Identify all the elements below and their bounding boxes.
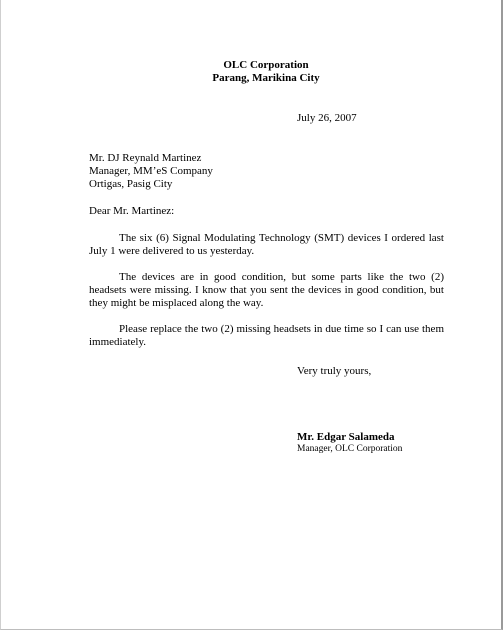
- complimentary-close: Very truly yours,: [297, 365, 372, 377]
- recipient-block: [89, 152, 213, 191]
- letter-date: July 26, 2007: [297, 112, 357, 124]
- recipient-name: Mr. DJ Reynald Martinez: [89, 152, 202, 164]
- letterhead: [1, 59, 503, 85]
- signatory-title: Manager, OLC Corporation: [297, 444, 403, 454]
- salutation: Dear Mr. Martinez:: [89, 205, 175, 217]
- signatory-name: Mr. Edgar Salameda: [297, 431, 395, 443]
- signature-block: [297, 431, 402, 455]
- company-address: Parang, Marikina City: [212, 72, 320, 84]
- body-paragraph: Please replace the two (2) missing headsets in due time so I can use them immediately.: [89, 323, 444, 348]
- body-paragraph: The six (6) Signal Modulating Technology (SMT) devices I ordered last July 1 were delivered to us yesterday.: [89, 232, 444, 257]
- recipient-address: Ortigas, Pasig City: [89, 178, 173, 190]
- letter-body: [89, 232, 444, 362]
- body-paragraph: The devices are in good condition, but some parts like the two (2) headsets were missing. I know that you sent the devices in good condition, but they might be misplaced along the way.: [89, 271, 444, 309]
- company-name: OLC Corporation: [223, 59, 309, 71]
- recipient-title: Manager, MM’eS Company: [89, 165, 213, 177]
